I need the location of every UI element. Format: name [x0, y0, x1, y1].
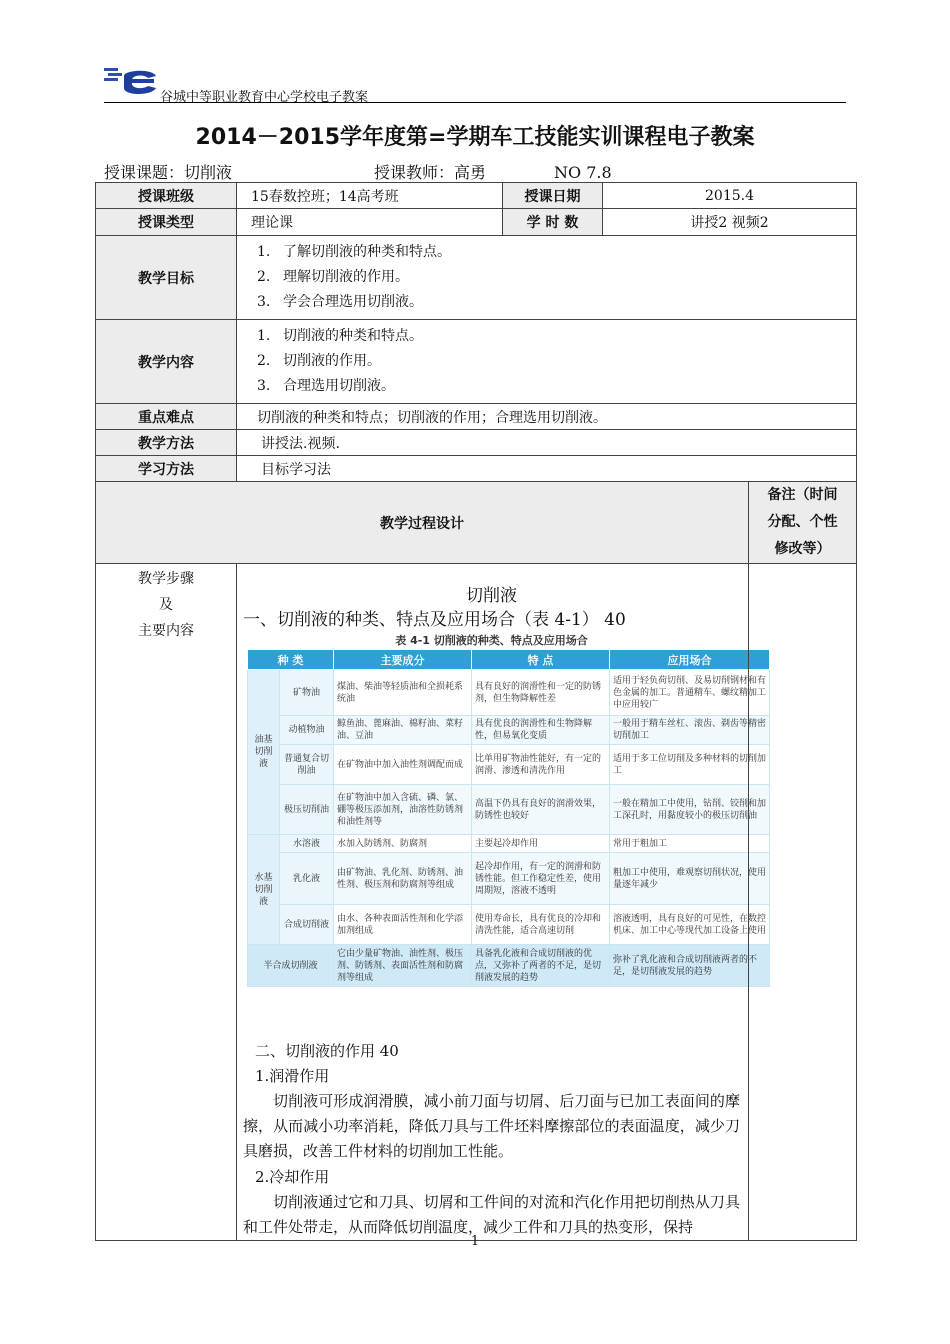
paragraph-lubrication: 切削液可形成润滑膜，减小前刀面与切屑、后刀面与已加工表面间的摩擦，从而减小功率消耗，降低刀具与工件坯料摩擦部位的表面温度，减少刀具磨损，改善工件材料的切削加工性能。 [243, 1092, 740, 1160]
content-list [237, 320, 856, 403]
hours-label: 学 时 数 [503, 209, 603, 236]
type-label: 授课类型 [96, 209, 237, 236]
fig-row-feat: 主要起冷却作用 [472, 835, 610, 853]
fig-row-feat: 具有优良的润滑性和生物降解性，但易氧化变质 [472, 716, 610, 745]
page-title: 2014－2015学年度第=学期车工技能实训课程电子教案 [195, 125, 755, 150]
fig-row-feat: 比单用矿物油性能好，有一定的润滑、渗透和清洗作用 [472, 745, 610, 785]
cutting-fluid-table [247, 649, 770, 987]
figure-caption: 表 4-1 切削液的种类、特点及应用场合 [395, 634, 588, 647]
fig-row-type: 普通复合切削油 [280, 745, 334, 785]
lesson-plan-table [95, 182, 857, 1241]
content-title: 切削液 [466, 586, 517, 606]
fig-row-type: 水溶液 [280, 835, 334, 853]
fig-row-feat: 高温下仍具有良好的润滑效果，防锈性也较好 [472, 785, 610, 835]
fig-header: 特 点 [472, 650, 610, 670]
meta-number: NO 7.8 [554, 163, 612, 182]
fig-row-use: 适用于轻负荷切削、及易切削钢材和有色金属的加工。普通精车、螺纹精加工中应用较广 [610, 670, 770, 716]
fig-header: 主要成分 [334, 650, 472, 670]
fig-row-comp: 在矿物油中加入油性剂调配而成 [334, 745, 472, 785]
meta-topic: 授课课题：切削液 [104, 163, 233, 182]
remark-header: 备注（时间 分配、个性 修改等） [749, 482, 857, 564]
fig-group-water: 水基切削液 [248, 835, 280, 945]
key-label: 重点难点 [96, 404, 237, 430]
fig-row-use: 常用于粗加工 [610, 835, 770, 853]
meta-line [104, 160, 612, 183]
fig-row-use: 适用于多工位切削及多种材料的切削加工 [610, 745, 770, 785]
fig-row-feat: 使用寿命长，具有优良的冷却和清洗性能，适合高速切削 [472, 905, 610, 945]
key-value: 切削液的种类和特点；切削液的作用；合理选用切削液。 [237, 404, 857, 430]
header-rule [104, 102, 846, 103]
process-label: 教学过程设计 [96, 482, 749, 564]
goal-item: 2. 理解切削液的作用。 [257, 269, 409, 285]
fig-row-comp: 由水、各种表面活性剂和化学添加剂组成 [334, 905, 472, 945]
content-cell [237, 320, 857, 404]
fig-row-comp: 水加入防锈剂、防腐剂 [334, 835, 472, 853]
fig-row-type: 极压切削油 [280, 785, 334, 835]
fig-row-use: 粗加工中使用，难观察切削状况，使用量逐年减少 [610, 853, 770, 905]
date-value: 2015.4 [603, 183, 857, 209]
goals-list [237, 236, 856, 319]
goal-item: 1. 了解切削液的种类和特点。 [257, 244, 451, 260]
content-item: 2. 切削液的作用。 [257, 353, 381, 369]
fig-row-comp: 鲸鱼油、蓖麻油、棉籽油、菜籽油、豆油 [334, 716, 472, 745]
fig-row-type: 乳化液 [280, 853, 334, 905]
method-label: 教学方法 [96, 430, 237, 456]
steps-label: 教学步骤 及 主要内容 [96, 564, 237, 1241]
page-number: 1 [470, 1234, 480, 1249]
remark-cell [749, 564, 857, 1241]
fig-row-type: 半合成切削液 [248, 945, 334, 987]
fig-row-feat: 具备乳化液和合成切削液的优点，又弥补了两者的不足，是切削液发展的趋势 [472, 945, 610, 987]
fig-row-type: 矿物油 [280, 670, 334, 716]
fig-row-feat: 起冷却作用，有一定的润滑和防锈性能。但工作稳定性差，使用周期短，溶液不透明 [472, 853, 610, 905]
content-item: 3. 合理选用切削液。 [257, 378, 395, 394]
sub-heading-cooling: 2.冷却作用 [255, 1168, 330, 1186]
fig-row-comp: 在矿物油中加入含硫、磷、氯、硼等极压添加剂，油溶性防锈剂和油性剂等 [334, 785, 472, 835]
fig-header: 应用场合 [610, 650, 770, 670]
school-name: 谷城中等职业教育中心学校电子教案 [160, 90, 369, 105]
content-label: 教学内容 [96, 320, 237, 404]
fig-row-type: 动植物油 [280, 716, 334, 745]
fig-group-oil: 油基切削液 [248, 670, 280, 835]
class-label: 授课班级 [96, 183, 237, 209]
goals-cell [237, 236, 857, 320]
meta-teacher: 授课教师：高勇 [374, 163, 487, 182]
fig-row-feat: 具有良好的润滑性和一定的防锈剂，但生物降解性差 [472, 670, 610, 716]
fig-header: 种 类 [248, 650, 334, 670]
fig-row-comp: 煤油、柴油等轻质油和全损耗系统油 [334, 670, 472, 716]
study-value: 目标学习法 [237, 456, 857, 482]
hours-value: 讲授2 视频2 [603, 209, 857, 236]
paragraph-cooling: 切削液通过它和刀具、切屑和工件间的对流和汽化作用把切削热从刀具和工件处带走，从而降低切削温度，减少工件和刀具的热变形，保持 [243, 1193, 740, 1236]
goal-item: 3. 学会合理选用切削液。 [257, 294, 423, 310]
main-content [237, 564, 767, 1241]
fig-row-use: 一般用于精车丝杠、滚齿、剃齿等精密切削加工 [610, 716, 770, 745]
fig-row-use: 溶液透明，具有良好的可见性，在数控机床、加工中心等现代加工设备上使用 [610, 905, 770, 945]
goals-label: 教学目标 [96, 236, 237, 320]
fig-row-comp: 由矿物油、乳化剂、防锈剂、油性剂、极压剂和防腐剂等组成 [334, 853, 472, 905]
section-1-heading: 一、切削液的种类、特点及应用场合（表 4-1） 40 [243, 610, 626, 630]
type-value: 理论课 [237, 209, 503, 236]
date-label: 授课日期 [503, 183, 603, 209]
fig-row-comp: 它由少量矿物油、油性剂、极压剂、防锈剂、表面活性剂和防腐剂等组成 [334, 945, 472, 987]
fig-row-use: 弥补了乳化液和合成切削液两者的不足，是切削液发展的趋势 [610, 945, 770, 987]
fig-row-use: 一般在精加工中使用，钻削、铰削和加工深孔时，用黏度较小的极压切削油 [610, 785, 770, 835]
fig-row-type: 合成切削液 [280, 905, 334, 945]
method-value: 讲授法.视频. [237, 430, 857, 456]
content-item: 1. 切削液的种类和特点。 [257, 328, 423, 344]
section-2-heading: 二、切削液的作用 40 [255, 1042, 399, 1060]
sub-heading-lubrication: 1.润滑作用 [255, 1067, 330, 1085]
study-label: 学习方法 [96, 456, 237, 482]
class-value: 15春数控班；14高考班 [237, 183, 503, 209]
school-logo-icon [104, 66, 160, 100]
